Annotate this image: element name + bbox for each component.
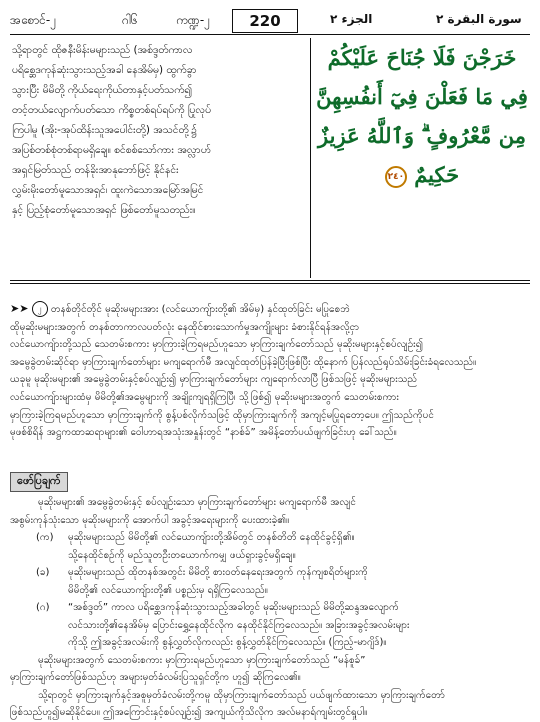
header-section: ဂါ၆ <box>122 13 138 27</box>
header-volume: အစောင်-၂ <box>10 13 57 27</box>
commentary-line: အမွေခွဲတမ်းဆိုင်ရာ မှာကြားချက်တော်များ မကျရောက်မီ အလျင်ထုတ်ပြန်ခဲ့ပြီးဖြစ်ပြီး ထို့နောက် ပြန်လည်ရုပ်သိမ်းခြင်းခံရလေသည်။ <box>10 356 477 368</box>
header-juz-arabic: الجزء ٢ <box>330 12 373 26</box>
list-item-line: လင်သားတို့၏နေအိမ်မှ ပြောင်းရွှေ့နေထိုင်လိုက နေထိုင်နိုင်ကြလေသည်။ အခြားအခွင့်အလမ်းများ <box>68 619 410 631</box>
verse-translation <box>12 40 304 220</box>
explanation-block <box>10 494 530 722</box>
arabic-line: خَرَجْنَ فَلَا جُنَاحَ عَلَيْكُمْ <box>327 45 517 70</box>
page-number: 220 <box>232 9 298 33</box>
commentary-line: မှာကြားခဲ့ကြရမည်ဟူသော မှာကြားချက်ကို စွန့်ပစ်လိုက်သဖြင့် ထိုမှာကြားချက်ကို အကျင့်မပြုရတော့ပေ။ ဤသည်ကိုပင် <box>10 409 434 421</box>
translation-line: အပြစ်တစ်စုံတစ်ရာမရှိချေ။ စင်စစ်သော်ကား အလ္လာဟ် <box>12 144 212 156</box>
column-divider <box>310 38 311 278</box>
translation-line: နှင့် ပြည့်စုံတော်မူသောအရှင် ဖြစ်တော်မူသတည်း။ <box>12 204 196 216</box>
list-item <box>10 529 530 564</box>
translation-line: အရှင်မြတ်သည် တန်ခိုးအာနုဘော်ဖြင့် နိုင်နင်း <box>12 164 179 176</box>
ayah-number-badge: ٢٤٠ <box>385 166 407 188</box>
explanation-line: ဖြစ်သည်ဟူ၍မဆိုနိုင်ပေ။ ဤအကြောင်းနှင့်စပ်လျဉ်း၍ အကျယ်ကိုသိလိုက အလ်မနာရ်ကျမ်းတွင်ရှုပါ။ <box>10 707 368 718</box>
arabic-line: فِي مَا فَعَلْنَ فِيٓ أَنفُسِهِنَّ <box>316 84 528 109</box>
section-divider <box>10 280 530 281</box>
commentary-line: မုဖစ်စိရိန် အဋ္ဌကထာဆရာများ၏ ဝေါဟာရအသုံးအနှုန်းတွင် “နာစ်ခ်” အမိန့်တော်ပယ်ဖျက်ခြင်းဟု ခေါ်သည်။ <box>10 427 397 439</box>
explanation-line: သို့ရာတွင် မှာကြားချက်နှင့်အစူမှတ်ခံလမ်းတို့ကမူ ထိုမှာကြားချက်တော်သည် ပယ်ဖျက်ထားသော မှာကြားချက်တော် <box>38 689 445 701</box>
translation-line: ကြပါမူ (အိုး-အုပ်ထိန်းသူအပေါင်းတို့) အသင်တို့၌ <box>12 124 198 136</box>
page-header <box>10 8 530 35</box>
list-item <box>10 599 530 652</box>
list-item-line: ကိုသို့ ဤအခွင့်အလမ်းကို စွန့်လွှတ်လိုကလည်း စွန့်လွှတ်နိုင်ကြလေသည်။ (ကြည့်-မာဂျိဒ်)။ <box>68 637 387 648</box>
commentary-line <box>10 300 530 319</box>
header-part: ကဏ္ဍ-၂ <box>176 13 211 27</box>
commentary-line: ထိုမုဆိုးမများအတွက် တနစ်တာကာလပတ်လုံး နေထိုင်စားသောက်မှုအကျိုးများ ခံစားနိုင်ရန်အလို့ငှာ <box>10 321 360 333</box>
double-arrow-icon: ➤➤ <box>10 302 29 315</box>
translation-line: တင့်တယ်လျောက်ပတ်သော ကိစ္စတစ်ရပ်ရပ်ကို ပြုလုပ် <box>12 104 212 116</box>
list-item-line: မုဆိုးမများသည် ထိုတနစ်အတွင်း မိမိတို့ စားဝတ်နေရေးအတွက် ကုန်ကျစရိတ်များကို <box>68 567 368 578</box>
section-divider-double <box>10 283 530 284</box>
explanation-line: မှာကြားချက်တော်ဖြစ်သည်ဟု အများမှတ်ခံလမ်းပြသူရှင်တို့က ဟူ၍ ဆိုကြလေ၏။ <box>10 672 301 683</box>
commentary-line: လင်ယောကျ်ားများထံမှ မိမိတို့၏အမွေများကို အချိုးကျရရှိကြပြီ၊ သို့ဖြစ်၍ မုဆိုးမများအတွက် သေတမ်းစကား <box>10 391 399 403</box>
list-item-label: (က) <box>36 532 54 543</box>
commentary-line: လင်ယောကျ်ားတို့သည် သေတမ်းစကား မှာကြားခဲ့ကြရမည်ဟူသော မှာကြားချက်တော်သည် မုဆိုးမများနှင့်စပ်လျဉ်း၍ <box>10 339 424 351</box>
quran-page <box>10 8 530 718</box>
list-item-label: (ခ) <box>36 567 50 578</box>
commentary-text: တနစ်တိုင်တိုင် မုဆိုးမများအား (လင်ယောကျ်ားတို့၏ အိမ်မှ) နှင်ထုတ်ခြင်း မပြုစေဘဲ <box>50 304 350 315</box>
translation-line: လွှမ်းမိုးတော်မူသောအရှင်၊ ထူးကဲသောအမြော်အမြင် <box>12 184 204 196</box>
verse-arabic <box>316 38 528 258</box>
list-item <box>10 564 530 599</box>
explanation-heading: ဖော်ပြချက် <box>10 472 68 492</box>
list-item-label: (ဂ) <box>36 602 50 613</box>
header-surah-arabic: سورة البقرة ٢ <box>436 12 522 26</box>
explanation-line: မုဆိုးမများ၏ အမွေခွဲတမ်းနှင့် စပ်လျဉ်းသော မှာကြားချက်တော်များ မကျရောက်မီ အလျင် <box>38 497 356 508</box>
explanation-line: မုဆိုးမများအတွက် သေတမ်းစကား မှာကြားရမည်ဟူသော မှာကြားချက်တော်သည် “မန်စူခ်” <box>38 654 366 666</box>
arabic-line: حَكِيمٌ <box>414 162 460 187</box>
list-item-line: “အစ်ဒ္ဒတ်” ကာလ ပရိစ္ဆေဒကုန်ဆုံးသွားသည့်အခါတွင် မုဆိုးမများသည် မိမိတို့ဆန္ဒအလျောက် <box>68 602 399 613</box>
translation-line: သွားပြီး မိမိတို့ ကိုယ်ရေးကိုယ်တာနှင့်ပတ်သက်၍ <box>12 84 193 96</box>
list-item-line: မုဆိုးမများသည် မိမိတို့၏ လင်ယောကျ်ားတို့အိမ်တွင် တနစ်တိတိ နေထိုင်ခွင့်ရှိ၏။ <box>68 532 355 543</box>
footnote-number-badge: ၂ <box>32 301 48 317</box>
list-item-line: မိမိတို့၏ လင်ယောကျ်ားတို့၏ ပစ္စည်းမှ ရရှိကြလေသည်။ <box>68 584 268 596</box>
arabic-line-last <box>316 155 528 194</box>
commentary-line: ယခုမူ မုဆိုးမများ၏ အမွေခွဲတမ်းနှင့်စပ်လျဉ်း၍ မှာကြားချက်တော်များ ကျရောက်လာပြီ ဖြစ်သဖြင့် မုဆိုးမများသည် <box>10 374 418 386</box>
commentary-block <box>10 300 530 442</box>
arabic-line: مِن مَّعْرُوفٍ ۗ وَٱللَّهُ عَزِيزٌ <box>318 123 526 148</box>
translation-line: ပရိစ္ဆေဒကုန်ဆုံးသွားသည့်အခါ နေအိမ်မှ) ထွက်ခွာ <box>12 64 197 76</box>
translation-line: သို့ရာတွင် ထိုဇနီးမိန်းမများသည် (အစ်ဒ္ဒတ်ကာလ <box>12 44 193 56</box>
verse-section <box>10 38 530 278</box>
list-item-line: သို့နေထိုင်စဉ်ကို မည်သူတဦးတယောက်ကမျှ ဖယ်ရှားခွင့်မရှိချေ။ <box>68 549 296 561</box>
explanation-line: အစွမ်းကုန်သုံးသော မုဆိုးမများကို အောက်ပါ အခွင့်အရေးများကို ပေးထားခဲ့၏။ <box>10 514 290 526</box>
